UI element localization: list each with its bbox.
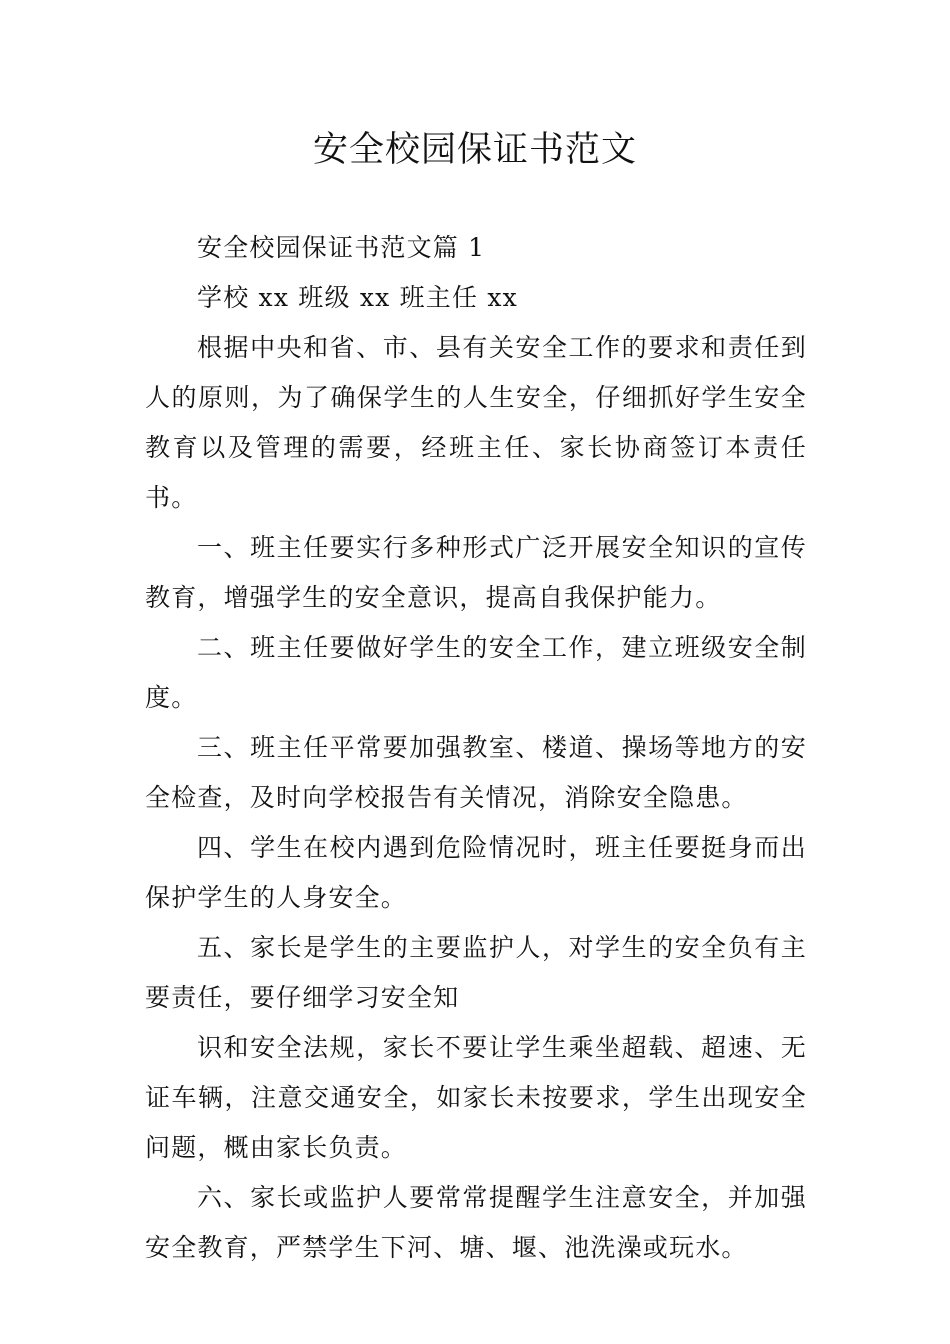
document-title: 安全校园保证书范文 [312, 130, 637, 170]
clause-4-paragraph: 四、学生在校内遇到危险情况时，班主任要挺身而出保护学生的人身安全。 [145, 833, 807, 912]
intro-paragraph: 根据中央和省、市、县有关安全工作的要求和责任到人的原则，为了确保学生的人生安全，仔细抓好学生安全教育以及管理的需要，经班主任、家长协商签订本责任书。 [145, 333, 807, 512]
class-info-line: 学校 xx 班级 xx 班主任 xx [197, 283, 518, 312]
clause-6-paragraph: 六、家长或监护人要常常提醒学生注意安全，并加强安全教育，严禁学生下河、塘、堰、池洗澡或玩水。 [145, 1183, 807, 1262]
clause-2-paragraph: 二、班主任要做好学生的安全工作，建立班级安全制度。 [145, 633, 807, 712]
clause-3-paragraph: 三、班主任平常要加强教室、楼道、操场等地方的安全检查，及时向学校报告有关情况，消除安全隐患。 [145, 733, 807, 812]
clause-5-paragraph: 五、家长是学生的主要监护人，对学生的安全负有主要责任，要仔细学习安全知 [145, 933, 807, 1012]
document-body [145, 223, 807, 1273]
section-heading: 安全校园保证书范文篇 1 [197, 233, 486, 262]
clause-5-continued-paragraph: 识和安全法规，家长不要让学生乘坐超载、超速、无证车辆，注意交通安全，如家长未按要求，学生出现安全问题，概由家长负责。 [145, 1033, 807, 1162]
clause-1-paragraph: 一、班主任要实行多种形式广泛开展安全知识的宣传教育，增强学生的安全意识，提高自我保护能力。 [145, 533, 807, 612]
